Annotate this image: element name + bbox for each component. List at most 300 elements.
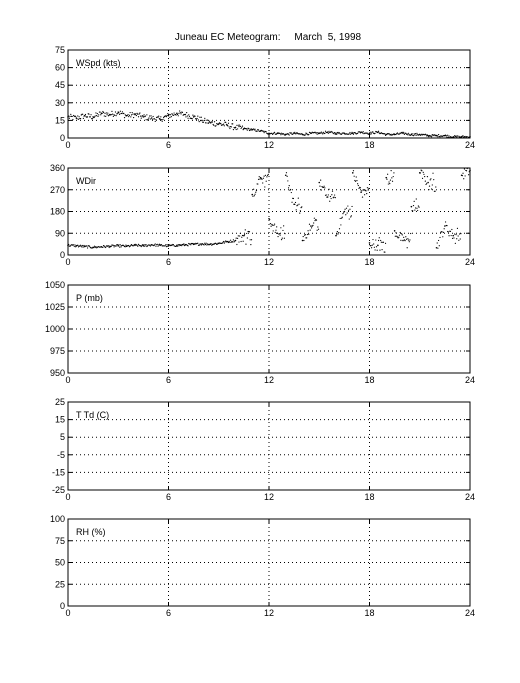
data-point [457, 228, 458, 229]
data-point [335, 197, 336, 198]
data-point [385, 243, 386, 244]
data-point [198, 119, 199, 120]
data-point [68, 244, 69, 245]
data-point [241, 127, 242, 128]
data-point [363, 131, 364, 132]
data-point [200, 120, 201, 121]
data-point [402, 234, 403, 235]
data-point [225, 122, 226, 123]
data-point [143, 114, 144, 115]
data-point [93, 247, 94, 248]
data-point [146, 114, 147, 115]
data-point [298, 198, 299, 199]
data-point [307, 234, 308, 235]
data-point [331, 198, 332, 199]
data-point [374, 247, 375, 248]
x-tick-label: 18 [364, 375, 375, 385]
data-point [238, 126, 239, 127]
data-point [413, 135, 414, 136]
data-point [339, 228, 340, 229]
data-point [437, 136, 438, 137]
data-point [400, 232, 401, 233]
data-point [460, 238, 461, 239]
data-point [130, 116, 131, 117]
data-point [317, 226, 318, 227]
data-point [145, 115, 146, 116]
data-point [138, 116, 139, 117]
data-point [111, 111, 112, 112]
data-point [379, 250, 380, 251]
data-point [228, 242, 229, 243]
data-point [462, 173, 463, 174]
data-point [320, 179, 321, 180]
data-point [414, 133, 415, 134]
data-point [342, 217, 343, 218]
data-point [90, 116, 91, 117]
data-point [299, 212, 300, 213]
data-point [361, 190, 362, 191]
data-point [448, 235, 449, 236]
data-point [120, 244, 121, 245]
data-point [214, 121, 215, 122]
data-point [104, 113, 105, 114]
data-point [368, 189, 369, 190]
data-point [121, 113, 122, 114]
data-point [189, 116, 190, 117]
data-point [204, 243, 205, 244]
data-point [416, 133, 417, 134]
data-point [414, 209, 415, 210]
data-point [295, 202, 296, 203]
data-point [328, 194, 329, 195]
data-point [203, 120, 204, 121]
data-point [178, 113, 179, 114]
data-point [437, 242, 438, 243]
data-point [224, 242, 225, 243]
data-point [430, 178, 431, 179]
data-point [250, 129, 251, 130]
data-point [297, 204, 298, 205]
data-point [416, 135, 417, 136]
data-point [229, 128, 230, 129]
data-point [87, 116, 88, 117]
data-point [120, 246, 121, 247]
data-point [351, 133, 352, 134]
data-point [139, 113, 140, 114]
data-point [88, 114, 89, 115]
data-point [358, 188, 359, 189]
data-point [439, 245, 440, 246]
data-point [388, 133, 389, 134]
data-point [284, 233, 285, 234]
x-tick-label: 6 [165, 492, 172, 502]
data-point [72, 119, 73, 120]
data-point [137, 246, 138, 247]
data-point [443, 232, 444, 233]
data-point [272, 225, 273, 226]
data-point [220, 123, 221, 124]
data-point [127, 114, 128, 115]
data-point [149, 115, 150, 116]
data-point [249, 130, 250, 131]
data-point [437, 135, 438, 136]
data-point [236, 129, 237, 130]
data-point [141, 246, 142, 247]
data-point [80, 118, 81, 119]
data-point [236, 238, 237, 239]
y-tick-label: 50 [54, 557, 65, 568]
data-point [195, 118, 196, 119]
panel-label: P (mb) [76, 293, 103, 303]
data-point [68, 115, 69, 116]
data-point [362, 197, 363, 198]
data-point [357, 133, 358, 134]
y-tick-label: 950 [49, 368, 65, 378]
data-point [395, 134, 396, 135]
data-point [200, 243, 201, 244]
data-point [238, 235, 239, 236]
y-tick-label: 1025 [44, 302, 65, 312]
data-point [328, 133, 329, 134]
data-point [213, 125, 214, 126]
data-point [467, 167, 468, 168]
data-point [178, 244, 179, 245]
data-point [305, 134, 306, 135]
data-point [395, 236, 396, 237]
data-point [293, 198, 294, 199]
x-tick-label: 6 [165, 375, 172, 385]
data-point [326, 194, 327, 195]
data-point [259, 176, 260, 177]
data-point [425, 134, 426, 135]
data-point [302, 240, 304, 242]
data-point [232, 123, 233, 124]
data-point [251, 194, 253, 196]
x-tick-label: 12 [263, 492, 275, 502]
data-point [347, 205, 348, 206]
y-tick-label: 75 [54, 535, 65, 546]
data-point [330, 196, 331, 197]
data-point [199, 121, 200, 122]
data-point [230, 240, 231, 241]
data-point [177, 114, 178, 115]
data-point [374, 249, 375, 250]
data-point [127, 115, 128, 116]
data-point [455, 234, 456, 235]
data-point [142, 115, 143, 116]
x-tick-label: 12 [263, 608, 275, 618]
data-point [327, 196, 329, 198]
data-point [356, 176, 357, 177]
data-point [116, 245, 117, 246]
data-point [444, 225, 446, 227]
data-point [432, 134, 433, 135]
data-point [314, 220, 315, 221]
data-point [129, 115, 130, 116]
data-point [338, 232, 339, 233]
data-point [233, 129, 234, 130]
data-point [409, 241, 410, 242]
data-point [436, 247, 438, 249]
data-point [448, 137, 449, 138]
data-point [107, 112, 108, 113]
data-point [358, 185, 359, 186]
data-point [452, 235, 454, 237]
data-point [287, 176, 288, 177]
data-point [270, 226, 271, 227]
data-point [206, 243, 207, 244]
data-point [236, 125, 237, 126]
data-point [253, 128, 254, 129]
data-point [181, 245, 182, 246]
y-tick-label: 360 [49, 163, 65, 173]
data-point [291, 132, 292, 133]
data-point [453, 137, 454, 138]
data-point [114, 115, 115, 116]
data-point [150, 118, 151, 119]
data-point [143, 116, 145, 118]
data-point [257, 131, 258, 132]
data-point [454, 233, 455, 234]
data-point [351, 215, 352, 216]
data-point [468, 174, 469, 175]
data-point [404, 134, 405, 135]
data-point [390, 180, 391, 181]
data-point [239, 125, 240, 126]
data-point [70, 114, 71, 115]
data-point [360, 191, 362, 193]
data-point [159, 118, 161, 120]
data-point [331, 194, 332, 195]
panel-label: T Td (C) [76, 410, 110, 420]
data-point [316, 132, 317, 133]
data-point [356, 180, 357, 181]
data-point [423, 174, 424, 175]
data-point [460, 233, 461, 234]
panel-label: WSpd (kts) [76, 58, 121, 68]
data-point [324, 133, 325, 134]
data-point [371, 247, 372, 248]
data-point [428, 189, 429, 190]
data-point [438, 240, 439, 241]
data-point [376, 246, 377, 247]
x-tick-label: 6 [165, 608, 172, 618]
data-point [161, 244, 162, 245]
data-point [173, 244, 174, 245]
data-point [136, 115, 137, 116]
data-point [280, 134, 281, 135]
data-point [367, 187, 368, 188]
data-point [353, 134, 354, 135]
y-tick-label: 45 [54, 80, 65, 91]
data-point [128, 245, 129, 246]
data-point [180, 113, 181, 114]
data-point [245, 243, 246, 244]
data-point [447, 135, 448, 136]
data-point [266, 181, 267, 182]
data-point [81, 245, 82, 246]
data-point [366, 193, 367, 194]
data-point [291, 192, 292, 193]
data-point [86, 246, 87, 247]
data-point [95, 112, 96, 113]
data-point [162, 121, 163, 122]
data-point [151, 117, 153, 119]
data-point [283, 225, 284, 226]
data-point [229, 242, 230, 243]
data-point [254, 129, 255, 130]
data-point [294, 132, 295, 133]
data-point [282, 238, 283, 239]
data-point [410, 233, 411, 234]
data-point [155, 119, 156, 120]
x-tick-label: 6 [165, 257, 172, 267]
data-point [186, 112, 187, 113]
data-point [292, 134, 293, 135]
data-point [350, 216, 351, 217]
y-tick-label: 270 [49, 184, 65, 195]
data-point [243, 241, 244, 242]
data-point [83, 246, 84, 247]
x-tick-label: 24 [464, 257, 476, 267]
data-point [153, 116, 154, 117]
data-point [405, 133, 406, 134]
data-point [276, 226, 277, 227]
data-point [227, 241, 228, 242]
data-point [392, 181, 393, 182]
data-point [164, 245, 165, 246]
page-title: Juneau EC Meteogram: March 5, 1998 [174, 32, 362, 43]
data-point [342, 213, 343, 214]
data-point [242, 235, 243, 236]
y-tick-label: -5 [56, 449, 65, 460]
data-point [250, 129, 251, 130]
y-tick-label: 60 [54, 62, 65, 73]
data-point [208, 123, 209, 124]
data-point [432, 184, 433, 185]
data-point [252, 196, 253, 197]
data-point [455, 243, 456, 244]
data-point [441, 231, 442, 232]
data-point [363, 190, 364, 191]
data-point [116, 115, 117, 116]
x-tick-label: 12 [263, 375, 275, 385]
data-point [448, 231, 449, 232]
data-point [446, 135, 447, 136]
data-point [432, 173, 433, 174]
data-point [144, 246, 145, 247]
data-point [245, 229, 246, 230]
data-point [273, 230, 274, 231]
data-point [76, 118, 77, 119]
data-point [269, 219, 270, 220]
data-point [328, 131, 329, 132]
data-point [375, 239, 376, 240]
data-point [337, 231, 338, 232]
data-point [97, 113, 98, 114]
data-point [190, 244, 191, 245]
data-point [261, 179, 262, 180]
data-point [163, 117, 164, 118]
data-point [442, 236, 443, 237]
data-point [192, 115, 193, 116]
data-point [233, 239, 234, 240]
data-point [270, 223, 271, 224]
data-point [381, 249, 382, 250]
data-point [388, 183, 389, 184]
data-point [187, 245, 188, 246]
data-point [223, 123, 224, 124]
data-point [201, 117, 202, 118]
data-point [263, 178, 264, 179]
data-point [372, 239, 373, 240]
data-point [364, 194, 365, 195]
data-point [323, 132, 324, 133]
data-point [158, 116, 159, 117]
y-tick-label: 180 [49, 206, 65, 217]
data-point [466, 170, 467, 171]
data-point [162, 119, 163, 120]
data-point [337, 132, 338, 133]
data-point [112, 114, 113, 115]
data-point [157, 244, 158, 245]
data-point [128, 116, 129, 117]
x-tick-label: 12 [263, 140, 275, 150]
data-point [360, 187, 361, 188]
data-point [125, 246, 126, 247]
data-point [296, 133, 297, 134]
data-point [422, 178, 423, 179]
data-point [458, 137, 459, 138]
data-point [381, 242, 382, 243]
data-point [428, 136, 429, 137]
data-point [393, 176, 394, 177]
data-point [378, 240, 379, 241]
data-point [82, 114, 83, 115]
data-point [465, 137, 466, 138]
data-point [455, 135, 456, 136]
data-point [370, 245, 371, 246]
data-point [171, 113, 172, 114]
data-point [196, 119, 197, 120]
data-point [253, 189, 254, 190]
data-point [370, 133, 371, 134]
data-point [301, 206, 302, 207]
data-point [90, 114, 91, 115]
data-point [206, 244, 207, 245]
data-point [205, 122, 206, 123]
data-point [89, 246, 90, 247]
data-point [130, 112, 131, 113]
data-point [266, 176, 267, 177]
data-point [238, 125, 239, 126]
data-point [322, 133, 323, 134]
data-point [157, 246, 158, 247]
x-tick-label: 24 [464, 375, 476, 385]
data-point [177, 246, 178, 247]
data-point [207, 119, 208, 120]
data-point [74, 246, 75, 247]
y-tick-label: 15 [54, 414, 65, 425]
data-point [210, 243, 211, 244]
data-point [105, 116, 106, 117]
data-point [464, 168, 465, 169]
data-point [100, 111, 101, 112]
data-point [146, 119, 147, 120]
data-point [79, 116, 80, 117]
data-point [185, 116, 186, 117]
data-point [250, 244, 251, 245]
